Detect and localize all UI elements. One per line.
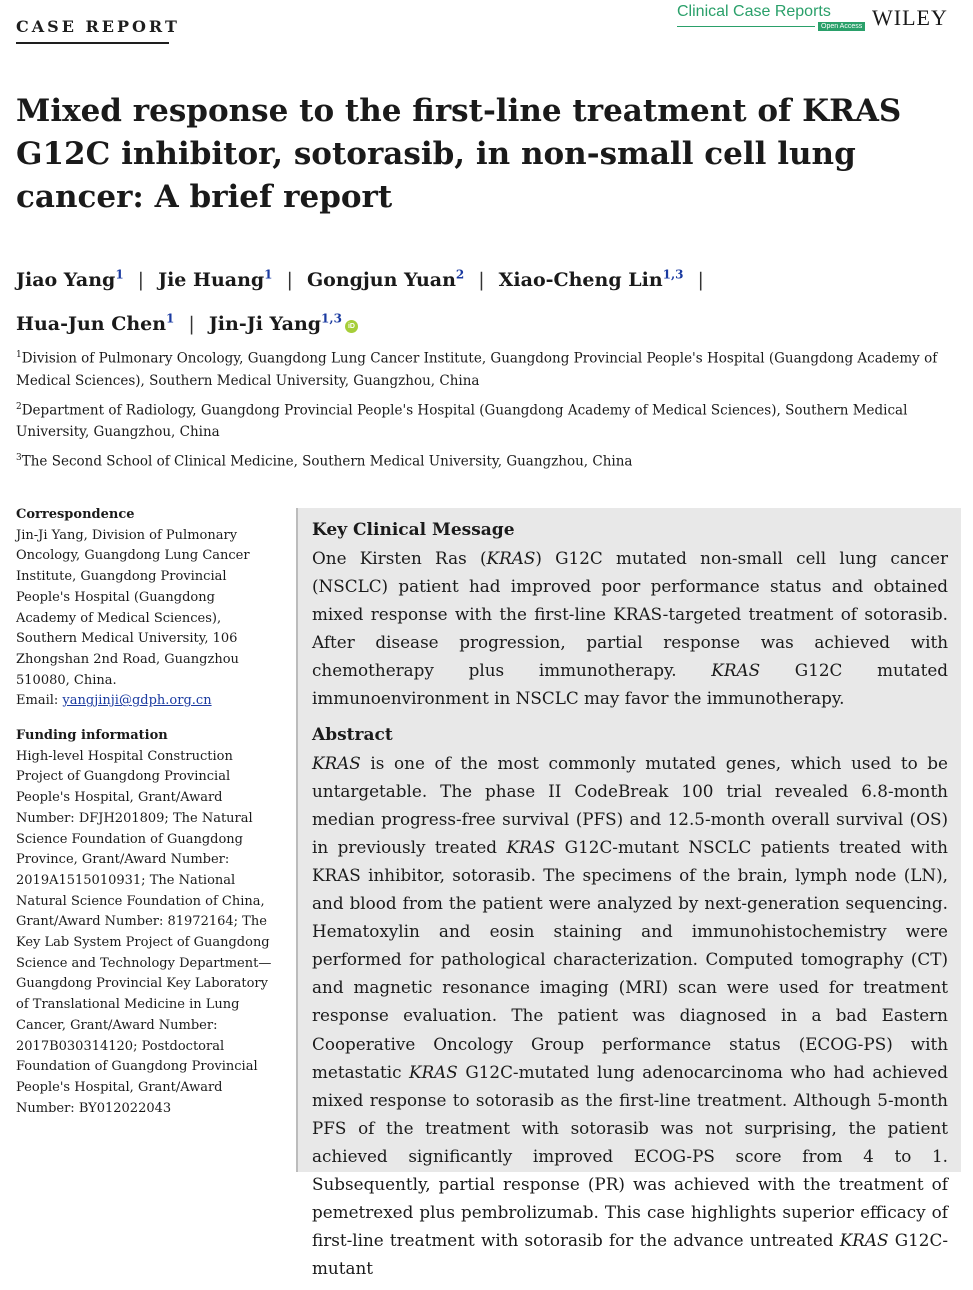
publisher-logo[interactable]: WILEY <box>872 5 948 30</box>
email-link[interactable]: yangjinji@gdph.org.cn <box>62 693 212 709</box>
article-type-underline <box>16 42 169 44</box>
journal-name[interactable]: Clinical Case Reports <box>677 3 831 20</box>
key-message-heading: Key Clinical Message <box>312 520 515 540</box>
author-5[interactable]: Hua-Jun Chen$^1$ <box>16 311 175 335</box>
orcid-icon[interactable]: iD <box>345 320 358 333</box>
author-1[interactable]: Jiao Yang$^1$ <box>16 268 124 292</box>
journal-underline <box>677 26 815 27</box>
article-title: Mixed response to the first-line treatment of KRAS G12C inhibitor, sotorasib, in non-small cell lung cancer: A brief report <box>16 93 902 215</box>
affiliation-1: $^1$Division of Pulmonary Oncology, Guangdong Lung Cancer Institute, Guangdong Provincial People's Hospital (Guangdong Academy of Medical Sciences), Southern Medical University, Guangzhou, China <box>16 350 938 389</box>
abstract-box <box>296 508 961 1279</box>
abstract-heading: Abstract <box>312 724 393 745</box>
key-message-text: One Kirsten Ras (KRAS) G12C mutated non-small cell lung cancer (NSCLC) patient had improved poor performance status and obtained mixed response with the first-line KRAS-targeted treatment of sotorasib. After disease progression, partial response was achieved with chemotherapy plus immunotherapy. KRAS G12C mutated immunoenvironment in NSCLC may favor the immunotherapy. <box>312 548 948 709</box>
correspondence-text: Jin-Ji Yang, Division of Pulmonary Oncology, Guangdong Lung Cancer Institute, Guangdong Provincial People's Hospital (Guangdong Academy of Medical Sciences), Southern Medical University, 106 Zhongshan 2nd Road, Guangzhou 510080, China. Email: yangjinji@gdph.org.cn <box>16 527 250 709</box>
affiliations <box>16 344 946 477</box>
author-4[interactable]: Xiao-Cheng Lin$^{1,3}$ <box>498 268 684 292</box>
page-header <box>0 0 973 50</box>
article-type-label: CASE REPORT <box>16 17 180 36</box>
abstract-text: KRAS is one of the most commonly mutated genes, which used to be untargetable. The phase II CodeBreak 100 trial revealed 6.8-month median progress-free survival (PFS) and 12.5-month overall survival (OS) in previously treated KRAS G12C-mutant NSCLC patients treated with KRAS inhibitor, sotorasib. The specimens of the brain, lymph node (LN), and blood from the patient were analyzed by next-generation sequencing. Hematoxylin and eosin staining and immunohistochemistry were performed for pathological characterization. Computed tomography (CT) and magnetic resonance imaging (MRI) scan were used for treatment response evaluation. The patient was diagnosed in a bad Eastern Cooperative Oncology Group performance status (ECOG-PS) with metastatic KRAS G12C-mutated lung adenocarcinoma who had achieved mixed response to sotorasib as the first-line treatment. Although 5-month PFS of the treatment with sotorasib was not surprising, the patient achieved significantly improved ECOG-PS score from 4 to 1. Subsequently, partial response (PR) was achieved with the treatment of pemetrexed plus pembrolizumab. This case highlights superior efficacy of first-line treatment with sotorasib for the advance untreated KRAS G12C-mutant <box>312 752 948 1279</box>
affiliation-3: $^3$The Second School of Clinical Medicine, Southern Medical University, Guangzhou, China <box>16 453 633 470</box>
correspondence-heading: Correspondence <box>16 507 135 522</box>
open-access-badge: Open Access <box>818 22 865 31</box>
author-list: Jiao Yang$^1$ | Jie Huang$^1$ | Gongjun Yuan$^2$ | Xiao-Cheng Lin$^{1,3}$ | Hua-Jun Chen$^1$ | Jin-Ji Yang$^{1,3}$iD <box>16 268 704 335</box>
funding-text: High-level Hospital Construction Project of Guangdong Provincial People's Hospital, Grant/Award Number: DFJH201809; The Natural Science Foundation of Guangdong Province, Grant/Award Number: 2019A1515010931; The National Natural Science Foundation of China, Grant/Award Number: 81972164; The Key Lab System Project of Guangdong Science and Technology Department—Guangdong Provincial Key Laboratory of Translational Medicine in Lung Cancer, Grant/Award Number: 2017B030314120; Postdoctoral Foundation of Guangdong Provincial People's Hospital, Grant/Award Number: BY012022043 <box>16 748 272 1116</box>
author-6[interactable]: Jin-Ji Yang$^{1,3}$ <box>208 311 342 335</box>
author-2[interactable]: Jie Huang$^1$ <box>158 268 273 292</box>
author-3[interactable]: Gongjun Yuan$^2$ <box>306 268 465 292</box>
funding-heading: Funding information <box>16 728 168 744</box>
sidebar <box>16 505 276 1133</box>
affiliation-2: $^2$Department of Radiology, Guangdong Provincial People's Hospital (Guangdong Academy of Medical Sciences), Southern Medical University, Guangzhou, China <box>16 401 908 440</box>
